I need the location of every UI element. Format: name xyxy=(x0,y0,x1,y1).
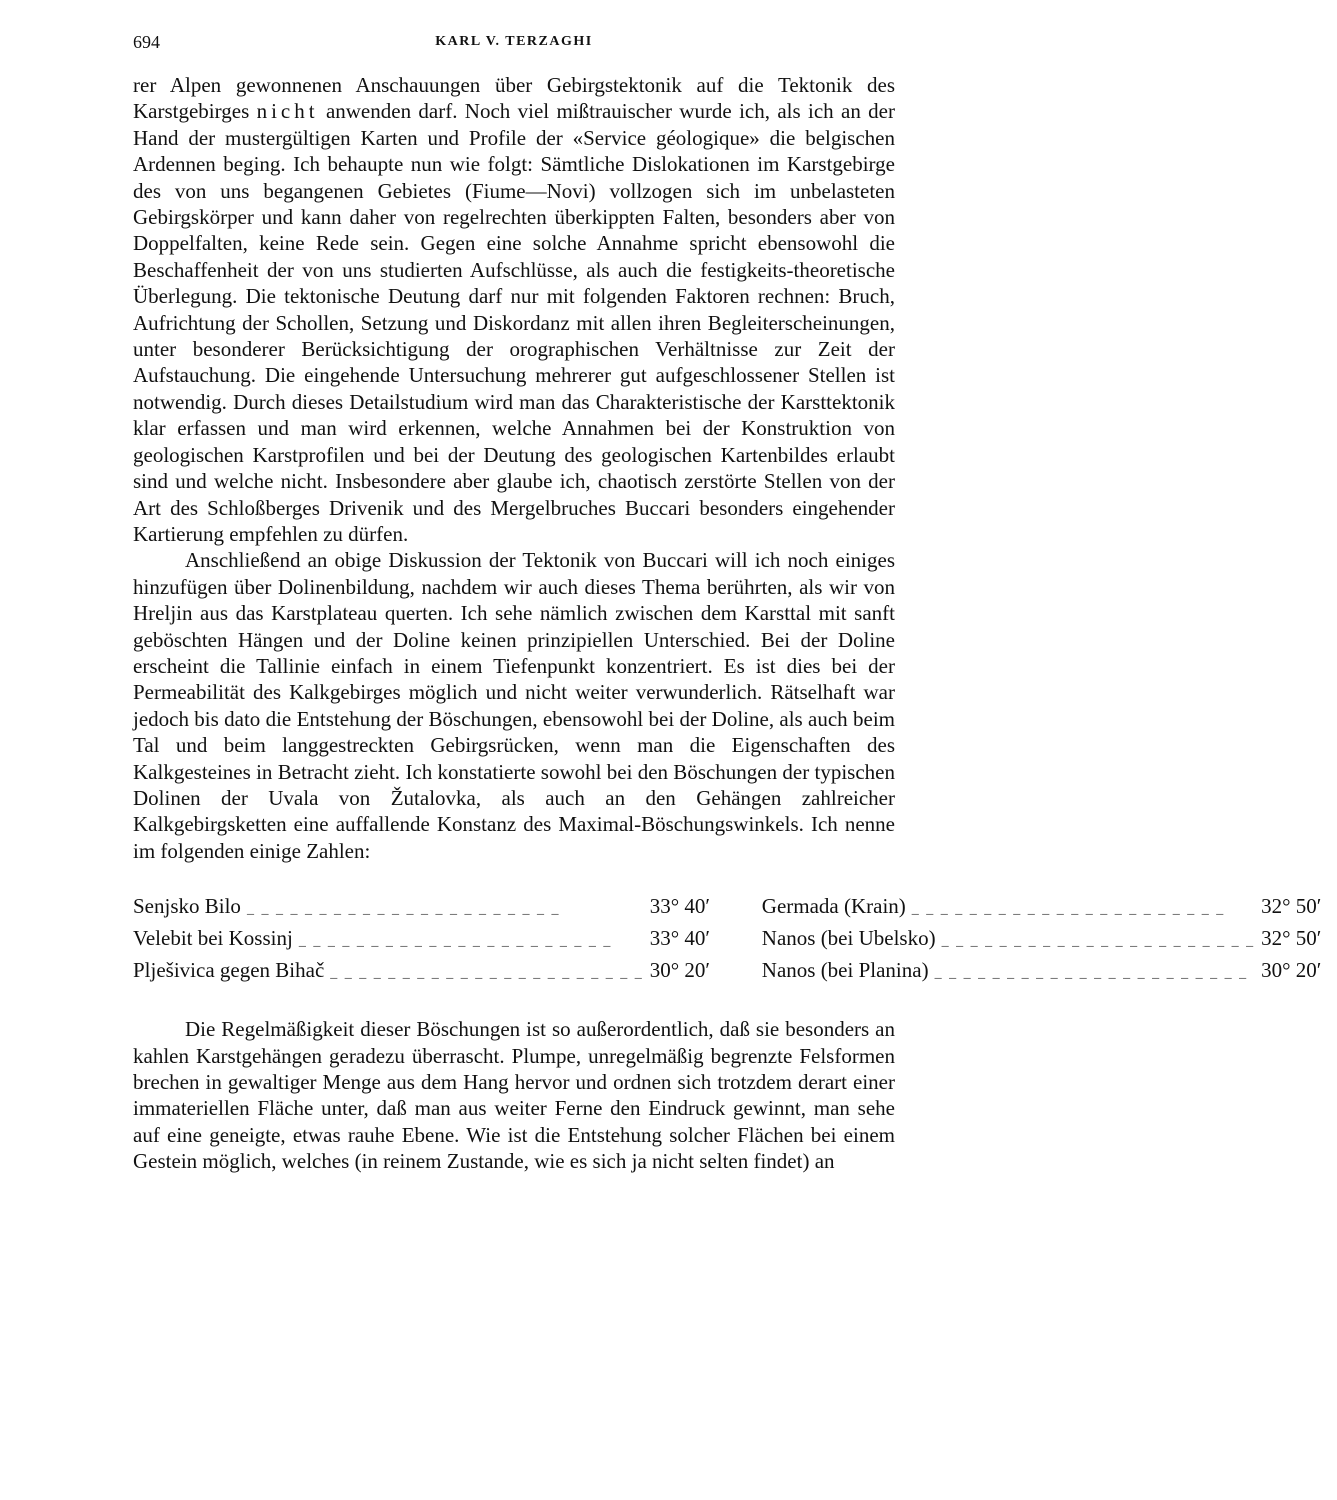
slope-angle: 33° 40′ xyxy=(649,926,711,951)
dot-leader xyxy=(912,895,1255,924)
slope-angle: 33° 40′ xyxy=(649,894,711,919)
slope-table-right-column xyxy=(762,892,1337,988)
slope-angle-table xyxy=(133,892,1322,988)
table-row xyxy=(133,924,726,956)
paragraph-3: Die Regelmäßigkeit dieser Böschungen ist so außerordentlich, daß sie besonders an kahlen Karstgehängen geradezu überrascht. Plumpe, unregelmäßig begrenzte Felsformen brechen in gewaltiger Menge aus dem Hang hervor und ordnen sich trotzdem derart einer immateriellen Fläche unter, daß man aus weiter Ferne den Eindruck gewinnt, man sehe auf eine geneigte, etwas rauhe Ebene. Wie ist die Entstehung solcher Flächen bei einem Gestein möglich, welches (in reinem Zustande, wie es sich ja nicht selten findet) an xyxy=(133,1017,895,1174)
emphasis-nicht: nicht xyxy=(256,99,319,124)
table-row xyxy=(762,956,1337,988)
place-name: Nanos (bei Planina) xyxy=(761,958,929,983)
running-head: KARL V. TERZAGHI xyxy=(435,34,593,49)
place-name: Velebit bei Kossinj xyxy=(133,926,293,951)
place-name: Germada (Krain) xyxy=(761,894,906,919)
slope-angle: 30° 20′ xyxy=(1261,958,1322,983)
table-row xyxy=(762,892,1337,924)
table-row xyxy=(133,892,726,924)
place-name: Nanos (bei Ubelsko) xyxy=(761,926,936,951)
dot-leader xyxy=(247,895,644,924)
paragraph-1-part-a: rer Alpen gewonnenen Anschauungen über Gebirgstektonik auf die Tektonik des Karstgebirges xyxy=(133,73,895,124)
page-header xyxy=(133,32,895,56)
dot-leader xyxy=(330,959,644,988)
dot-leader xyxy=(942,927,1256,956)
slope-table-left-column xyxy=(133,892,726,988)
paragraph-2: Anschließend an obige Diskussion der Tektonik von Buccari will ich noch einiges hinzufügen über Dolinenbildung, nachdem wir auch dieses Thema berührten, als wir von Hreljin aus das Karstplateau querten. Ich sehe nämlich zwischen dem Karsttal mit sanft geböschten Hängen und der Doline keinen prinzipiellen Unterschied. Bei der Doline erscheint die Tallinie einfach in einem Tiefenpunkt konzentriert. Es ist dies bei der Permeabilität des Kalkgebirges möglich und nicht weiter verwunderlich. Rätselhaft war jedoch bis dato die Entstehung der Böschungen, ebensowohl bei der Doline, als auch beim Tal und beim langgestreckten Gebirgsrücken, wenn man die Eigenschaften des Kalkgesteines in Betracht zieht. Ich konstatierte sowohl bei den Böschungen der typischen Dolinen der Uvala von Žutalovka, als auch an den Gehängen zahlreicher Kalkgebirgsketten eine auffallende Konstanz des Maximal-Böschungswinkels. Ich nenne im folgenden einige Zahlen: xyxy=(133,548,895,863)
table-row xyxy=(133,956,726,988)
place-name: Senjsko Bilo xyxy=(133,894,241,919)
dot-leader xyxy=(935,959,1256,988)
dot-leader xyxy=(299,927,644,956)
slope-angle: 32° 50′ xyxy=(1261,926,1322,951)
paragraph-1 xyxy=(133,72,895,547)
slope-angle: 32° 50′ xyxy=(1261,894,1322,919)
paragraph-1-part-b: anwenden darf. Noch viel mißtrauischer wurde ich, als ich an der Hand der mustergültigen Karten und Profile der «Service géologique» die belgischen Ardennen beging. Ich behaupte nun wie folgt: Sämtliche Dislokationen im Karstgebirge des von uns begangenen Gebietes (Fiume—Novi) vollzogen sich im unbelasteten Gebirgskörper und kann daher von regelrechten überkippten Falten, besonders aber von Doppelfalten, keine Rede sein. Gegen eine solche Annahme spricht ebensowohl die Beschaffenheit der von uns studierten Aufschlüsse, als auch die festigkeits-theoretische Überlegung. Die tektonische Deutung darf nur mit folgenden Faktoren rechnen: Bruch, Aufrichtung der Schollen, Setzung und Diskordanz mit allen ihren Begleiterscheinungen, unter besonderer Berücksichtigung der orographischen Verhältnisse zur Zeit der Aufstauchung. Die eingehende Untersuchung mehrerer gut aufgeschlossener Stellen ist notwendig. Durch dieses Detailstudium wird man das Charakteristische der Karsttektonik klar erfassen und man wird erkennen, welche Annahmen bei der Konstruktion von geologischen Karstprofilen und bei der Deutung des geologischen Kartenbildes erlaubt sind und welche nicht. Insbesondere aber glaube ich, chaotisch zerstörte Stellen von der Art des Schloßberges Drivenik und des Mergelbruches Buccari besonders eingehender Kartierung empfehlen zu dürfen. xyxy=(133,99,895,546)
table-row xyxy=(762,924,1337,956)
page-number: 694 xyxy=(133,32,160,52)
slope-angle: 30° 20′ xyxy=(649,958,711,983)
place-name: Plješivica gegen Bihač xyxy=(133,958,325,983)
page-body xyxy=(133,72,1322,1175)
